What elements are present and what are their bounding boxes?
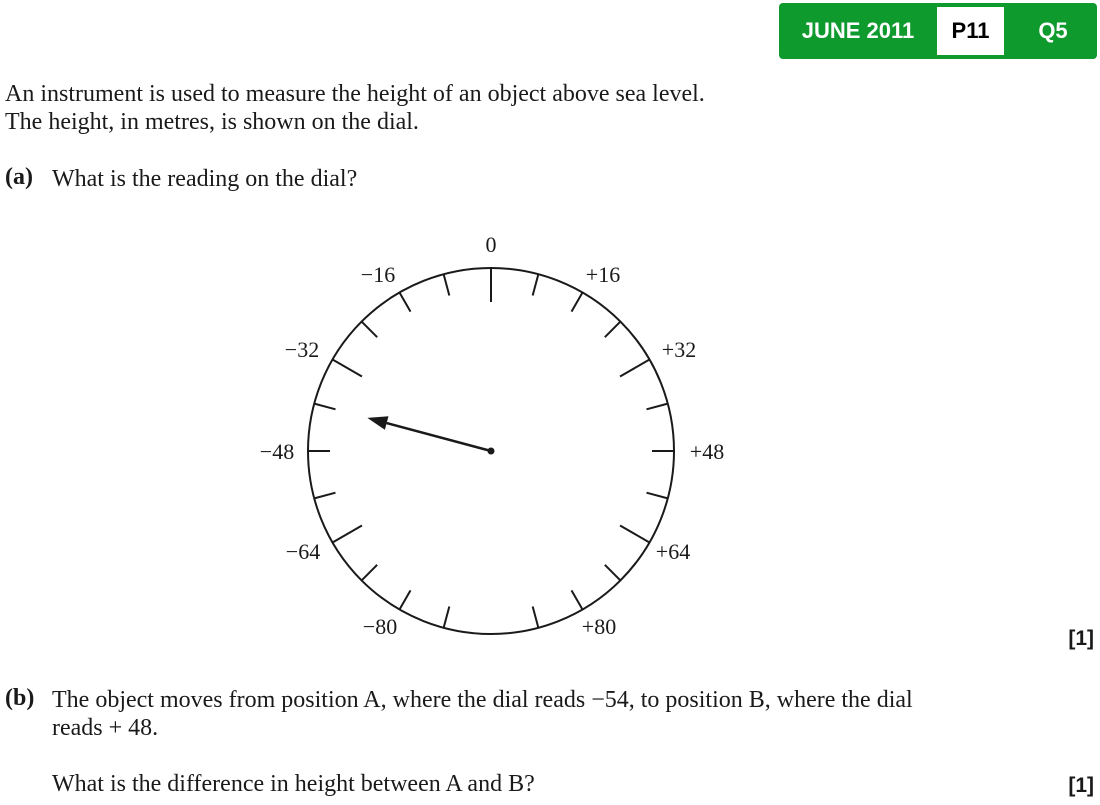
dial-tick bbox=[647, 404, 668, 410]
dial-label: 0 bbox=[485, 232, 497, 257]
dial-tick bbox=[620, 360, 649, 377]
part-a-label: (a) bbox=[5, 164, 33, 190]
dial-pointer bbox=[387, 423, 491, 451]
part-b-line-1: The object moves from position A, where the dial reads −54, to position B, where the dial bbox=[52, 687, 913, 713]
part-b-line-2: reads + 48. bbox=[52, 715, 159, 741]
dial-label: −80 bbox=[362, 614, 398, 639]
dial-pointer-arrowhead bbox=[367, 416, 388, 430]
dial-tick bbox=[533, 607, 539, 628]
dial-tick bbox=[605, 565, 621, 581]
dial-tick bbox=[400, 293, 411, 312]
part-b-question: What is the difference in height between A and B? bbox=[52, 771, 535, 797]
dial-tick bbox=[362, 322, 378, 338]
dial-tick bbox=[333, 526, 362, 543]
dial-tick bbox=[314, 493, 335, 499]
dial-tick bbox=[620, 526, 649, 543]
dial-tick bbox=[444, 607, 450, 628]
question-number: Q5 bbox=[1038, 18, 1068, 43]
dial-label: −32 bbox=[284, 337, 320, 362]
dial-tick bbox=[572, 590, 583, 609]
dial-tick bbox=[444, 274, 450, 295]
exam-date: JUNE 2011 bbox=[801, 18, 915, 43]
dial-tick bbox=[647, 493, 668, 499]
part-b-label: (b) bbox=[5, 685, 35, 711]
intro-line-2: The height, in metres, is shown on the dial. bbox=[5, 109, 419, 135]
dial-tick bbox=[333, 360, 362, 377]
dial-tick bbox=[314, 404, 335, 410]
intro-line-1: An instrument is used to measure the height of an object above sea level. bbox=[5, 81, 705, 107]
paper-number: P11 bbox=[937, 7, 1004, 55]
dial-tick bbox=[533, 274, 539, 295]
dial-label: +32 bbox=[661, 337, 697, 362]
dial-tick bbox=[572, 293, 583, 312]
dial-tick bbox=[605, 322, 621, 338]
part-a-marks: [1] bbox=[1068, 627, 1094, 650]
dial-label: +16 bbox=[585, 262, 621, 287]
dial-tick bbox=[362, 565, 378, 581]
part-a-question: What is the reading on the dial? bbox=[52, 166, 358, 192]
dial-label: +80 bbox=[581, 614, 617, 639]
dial-tick bbox=[400, 590, 411, 609]
dial-label: +64 bbox=[655, 539, 691, 564]
dial-label: −48 bbox=[259, 439, 295, 464]
dial-label: +48 bbox=[689, 439, 725, 464]
part-b-marks: [1] bbox=[1068, 774, 1094, 797]
dial-label: −16 bbox=[360, 262, 396, 287]
dial-label: −64 bbox=[285, 539, 321, 564]
dial-centre bbox=[488, 448, 495, 455]
